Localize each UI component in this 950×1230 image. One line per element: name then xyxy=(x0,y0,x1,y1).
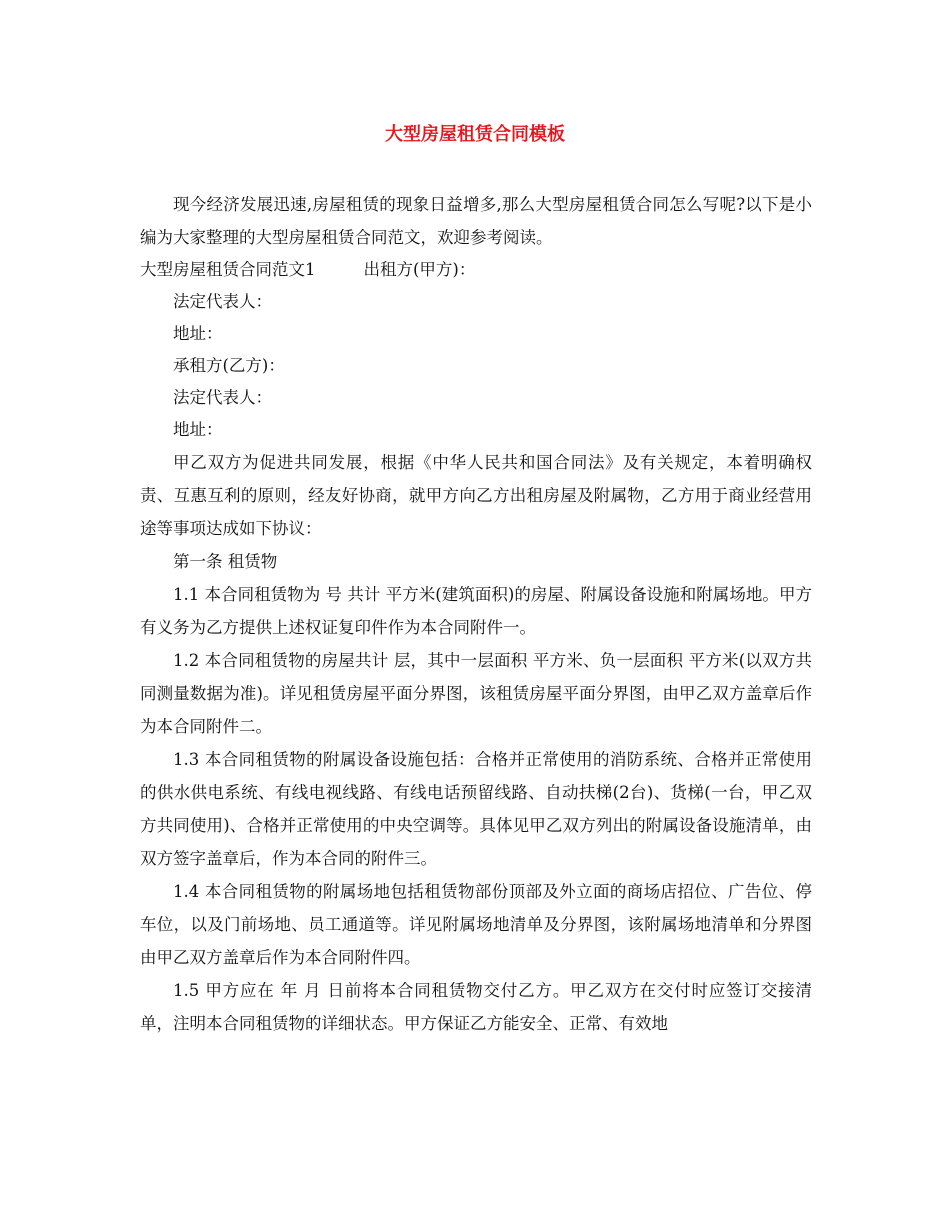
lessee-representative-label: 法定代表人： xyxy=(173,388,272,407)
sample-heading-line xyxy=(140,254,812,286)
intro-paragraph: 现今经济发展迅速,房屋租赁的现象日益增多,那么大型房屋租赁合同怎么写呢?以下是小编为大家整理的大型房屋租赁合同范文，欢迎参考阅读。 xyxy=(140,195,812,247)
lessor-address-label: 地址： xyxy=(173,324,223,343)
document-title: 大型房屋租赁合同模板 xyxy=(385,124,565,145)
lessor-label: 出租方(甲方)： xyxy=(363,260,476,279)
clause-1-4: 1.4 本合同租赁物的附属场地包括租赁物部份顶部及外立面的商场店招位、广告位、停车位，以及门前场地、员工通道等。详见附属场地清单及分界图，该附属场地清单和分界图由甲乙双方盖章后作为本合同附件四。 xyxy=(140,882,812,967)
clause-1-1: 1.1 本合同租赁物为 号 共计 平方米(建筑面积)的房屋、附属设备设施和附属场地。甲方有义务为乙方提供上述权证复印件作为本合同附件一。 xyxy=(140,585,812,637)
article-one-heading: 第一条 租赁物 xyxy=(173,552,278,571)
lessee-address-label: 地址： xyxy=(173,420,223,439)
document-body xyxy=(140,188,812,1040)
preamble-paragraph: 甲乙双方为促进共同发展，根据《中华人民共和国合同法》及有关规定，本着明确权责、互惠互利的原则，经友好协商，就甲方向乙方出租房屋及附属物，乙方用于商业经营用途等事项达成如下协议： xyxy=(140,453,812,538)
lessee-label: 承租方(乙方)： xyxy=(173,356,285,375)
clause-1-3: 1.3 本合同租赁物的附属设备设施包括：合格并正常使用的消防系统、合格并正常使用的供水供电系统、有线电视线路、有线电话预留线路、自动扶梯(2台)、货梯(一台，甲乙双方共同使用)、合格并正常使用的中央空调等。具体见甲乙双方列出的附属设备设施清单，由双方签字盖章后，作为本合同的附件三。 xyxy=(140,750,812,868)
clause-1-2: 1.2 本合同租赁物的房屋共计 层，其中一层面积 平方米、负一层面积 平方米(以双方共同测量数据为准)。详见租赁房屋平面分界图，该租赁房屋平面分界图，由甲乙双方盖章后作为本合同附件二。 xyxy=(140,651,812,736)
lessor-representative-label: 法定代表人： xyxy=(173,292,272,311)
sample-heading: 大型房屋租赁合同范文1 xyxy=(140,260,316,279)
clause-1-5: 1.5 甲方应在 年 月 日前将本合同租赁物交付乙方。甲乙双方在交付时应签订交接清单，注明本合同租赁物的详细状态。甲方保证乙方能安全、正常、有效地 xyxy=(140,981,812,1033)
